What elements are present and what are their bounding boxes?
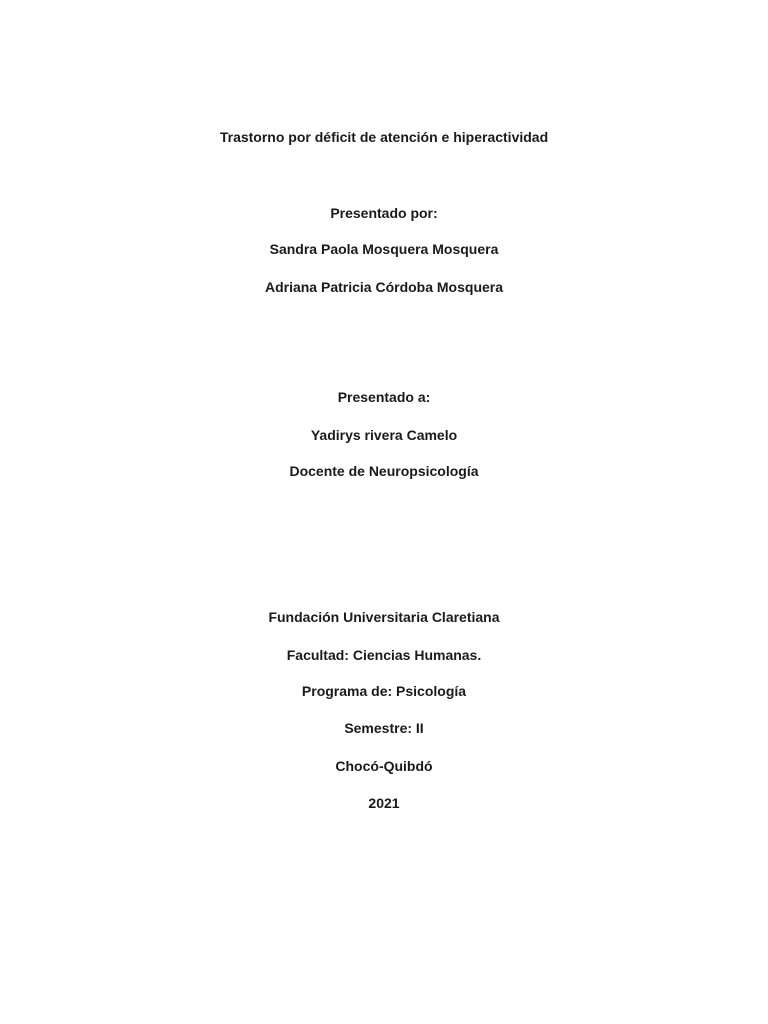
teacher-name: Yadirys rivera Camelo — [310, 427, 458, 443]
teacher-role: Docente de Neuropsicología — [289, 463, 479, 479]
author-name: Adriana Patricia Córdoba Mosquera — [264, 279, 504, 295]
author-name: Sandra Paola Mosquera Mosquera — [269, 241, 499, 257]
semester: Semestre: II — [344, 720, 424, 736]
presented-by-label: Presentado por: — [330, 205, 438, 221]
faculty: Facultad: Ciencias Humanas. — [286, 647, 482, 663]
institution-name: Fundación Universitaria Claretiana — [268, 609, 500, 625]
location: Chocó-Quibdó — [335, 758, 433, 774]
presented-to-label: Presentado a: — [337, 389, 431, 405]
program: Programa de: Psicología — [301, 683, 467, 699]
document-title: Trastorno por déficit de atención e hiperactividad — [219, 129, 549, 145]
year: 2021 — [368, 795, 400, 811]
